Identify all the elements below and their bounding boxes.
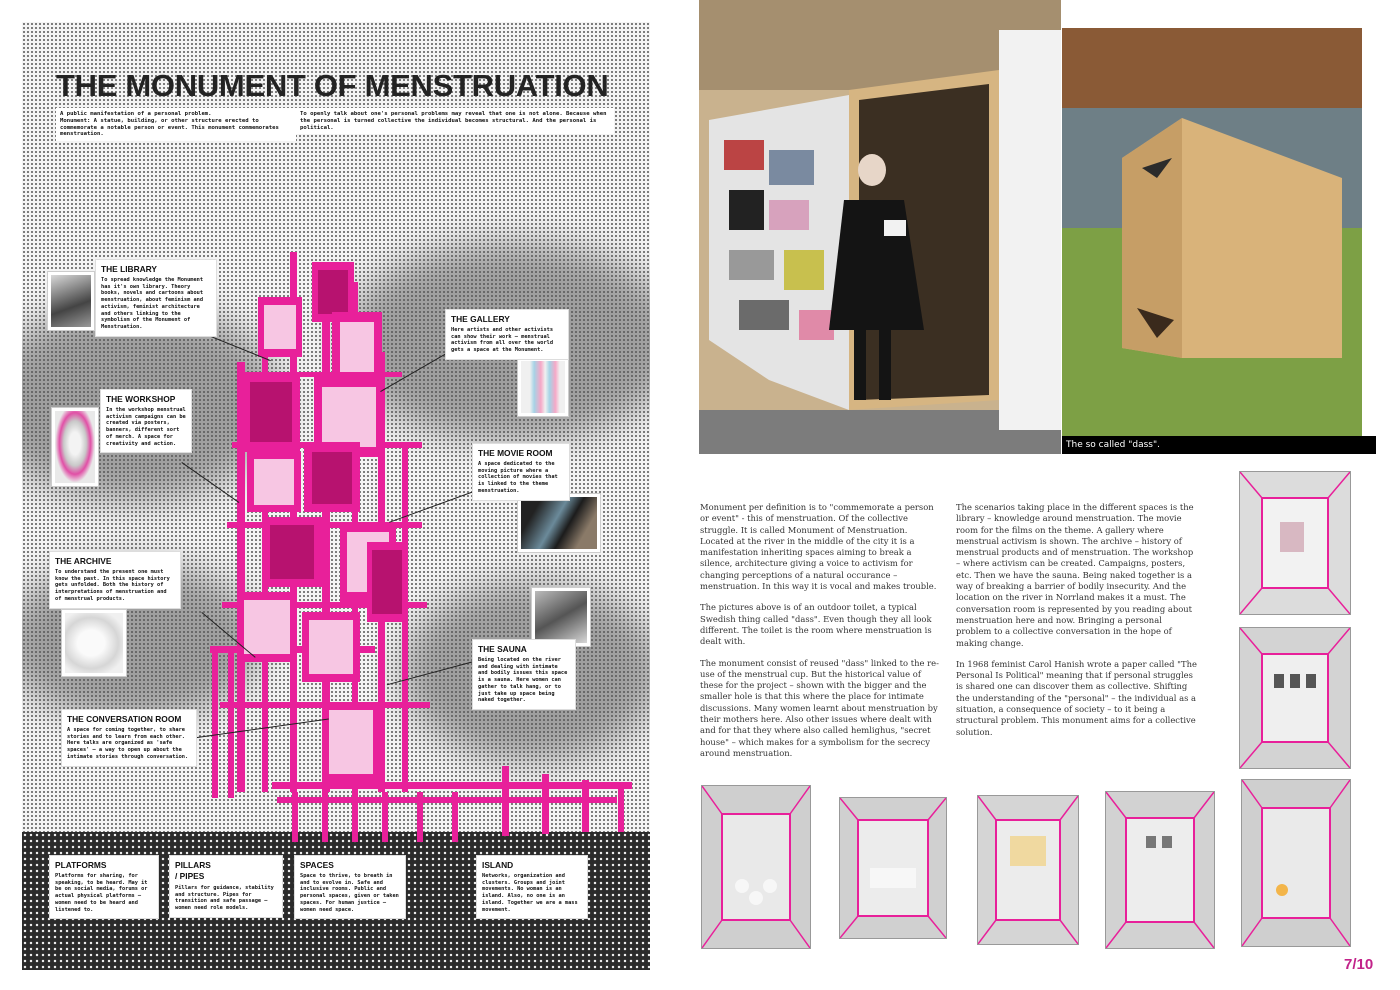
gallery-thumbnail bbox=[518, 358, 568, 416]
sauna-text: Being located on the river and dealing with intimate and bodily issues this space is a sauna. Here women can gather to talk hang, or to just take up space being naked together. bbox=[478, 657, 568, 704]
dass-outhouse-photo bbox=[1062, 28, 1362, 454]
dass-outhouse-drawing bbox=[1062, 28, 1362, 454]
gallery-box bbox=[446, 310, 568, 359]
platforms-title: PLATFORMS bbox=[55, 860, 107, 870]
sauna-title: THE SAUNA bbox=[478, 644, 527, 654]
conversation-room-title: THE CONVERSATION ROOM bbox=[67, 714, 182, 724]
pillars-box bbox=[170, 856, 282, 917]
room-render-drawing bbox=[1240, 628, 1350, 768]
room-render-drawing bbox=[702, 786, 810, 948]
platforms-text: Platforms for sharing, for speaking, to be heard. May it be on social media, forums or actual physical platforms – women need to be heard and listened to. bbox=[55, 873, 148, 913]
photo-caption: The so called "dass". bbox=[1066, 440, 1160, 450]
movie-room-title: THE MOVIE ROOM bbox=[478, 448, 553, 458]
poster-intro-left: A public manifestation of a personal problem. Monument: A statue, building, or other structure erected to commemorate a notable person or event. This monument commemorates menstruation. bbox=[56, 108, 296, 141]
poster-title: THE MONUMENT OF MENSTRUATION bbox=[56, 68, 609, 103]
movie-room-box bbox=[473, 444, 569, 500]
archive-thumbnail bbox=[62, 610, 126, 676]
body-paragraph: The pictures above is of an outdoor toilet, a typical Swedish thing called "dass". Even though they all look different. The toilet is the room where menstruation is dealt with. bbox=[700, 602, 932, 647]
room-render-movie bbox=[978, 796, 1078, 944]
gallery-text: Here artists and other activists can show their work – menstrual activism from all over the world gets a space at the Monument. bbox=[451, 327, 554, 354]
spaces-text: Space to thrive, to breath in and to evolve in. Safe and inclusive rooms. Public and personal spaces, given or taken spaces. For human justice – women need space. bbox=[300, 873, 399, 913]
platforms-box bbox=[50, 856, 158, 918]
archive-box bbox=[50, 552, 180, 608]
body-text-left bbox=[700, 502, 943, 769]
room-render-sauna bbox=[840, 798, 946, 938]
room-render-drawing bbox=[1240, 472, 1350, 614]
room-render-drawing bbox=[978, 796, 1078, 944]
room-render-archive bbox=[1240, 628, 1350, 768]
island-text: Networks, organization and clusters. Groups and joint movements. No woman is an island. Also, no one is an island. Together we are a mass movement. bbox=[482, 873, 578, 913]
conversation-room-box bbox=[62, 710, 196, 766]
spaces-box bbox=[295, 856, 405, 918]
room-render-library bbox=[1240, 472, 1350, 614]
library-title: THE LIBRARY bbox=[101, 264, 157, 274]
sauna-thumbnail bbox=[532, 588, 590, 646]
page-number: 7/10 bbox=[1344, 956, 1374, 973]
gallery-title: THE GALLERY bbox=[451, 314, 510, 324]
room-render-drawing bbox=[1106, 792, 1214, 948]
room-render-gallery bbox=[1106, 792, 1214, 948]
conversation-room-text: A space for coming together, to share stories and to learn from each other. Here talks are organized as 'safe spaces' – a way to open up about the intimate stories through conversation. bbox=[67, 727, 189, 760]
workshop-thumbnail bbox=[52, 408, 98, 486]
sauna-box bbox=[473, 640, 575, 709]
pillars-text: Pillars for guidance, stability and structure. Pipes for transition and safe passage – women need role models. bbox=[175, 885, 274, 912]
room-render-conversation bbox=[702, 786, 810, 948]
exhibition-photo bbox=[699, 0, 1061, 454]
poster-intro-right: To openly talk about one's personal problems may reveal that one is not alone. Because when the personal is turned collective the individual becomes structural. And the personal is political. bbox=[296, 108, 614, 134]
workshop-title: THE WORKSHOP bbox=[106, 394, 176, 404]
archive-text: To understand the present one must know the past. In this space history gets unfolded. Both the history of interpretations of menstruation and of menstrual products. bbox=[55, 569, 170, 602]
library-box bbox=[96, 260, 216, 336]
body-text-right bbox=[956, 502, 1199, 748]
room-render-workshop bbox=[1242, 780, 1350, 946]
room-render-drawing bbox=[840, 798, 946, 938]
library-text: To spread knowledge the Monument has it's own library. Theory books, novels and cartoons about menstruation, about feminism and activism, feminist architecture and others linking to the symbolism of the Monument of Menstruation. bbox=[101, 277, 204, 330]
movie-room-thumbnail bbox=[518, 494, 600, 552]
workshop-text: In the workshop menstrual activism campaigns can be created via posters, banners, different sort of merch. A space for creativity and action. bbox=[106, 407, 186, 447]
workshop-box bbox=[101, 390, 191, 452]
room-render-drawing bbox=[1242, 780, 1350, 946]
exhibition-photo-drawing bbox=[699, 0, 1061, 454]
island-title: ISLAND bbox=[482, 860, 514, 870]
island-box bbox=[477, 856, 587, 918]
archive-title: THE ARCHIVE bbox=[55, 556, 112, 566]
body-paragraph: The monument consist of reused "dass" linked to the re-use of the menstrual cup. But the historical value of these for the project – shown with the bigger and the smaller hole is that this where the place for intimate discussions. Many women learnt about menstruation by their mothers here. Also other issues where dealt with and for that they where also called hemlighus, "secret house" – which makes for a symbolism for the secrecy around menstruation. bbox=[700, 657, 939, 758]
spaces-title: SPACES bbox=[300, 860, 334, 870]
poster bbox=[22, 22, 650, 970]
body-paragraph: Monument per definition is to "commemorate a person or event" - this of menstruation. Of the collective struggle. It is called Monument of Menstruation. Located at the river in the middle of the city it is a manifestation inheriting spaces aiming to break a silence, architecture giving a voice to activism for changing perceptions of a natural occurance – menstruation. In this way it is vocal and makes trouble. bbox=[700, 502, 937, 592]
movie-room-text: A space dedicated to the moving picture where a collection of movies that is linked to the theme menstruation. bbox=[478, 461, 558, 494]
library-thumbnail bbox=[48, 272, 94, 330]
body-paragraph: The scenarios taking place in the different spaces is the library – knowledge around menstruation. The movie room for the films on the theme. A gallery where menstrual activism is shown. The archive – history of menstrual products and of menstruation. The workshop – where activism can be created. Campaigns, posters, etc. Then we have the sauna. Being naked together is a way of breaking a barrier of bodily insecurity. And the location on the river in Norrland makes it a must. The conversation room is represented by you reading about menstruation here and now. Bringing a personal problem to a collective conversation in the hope of making change. bbox=[956, 502, 1194, 648]
body-paragraph: In 1968 feminist Carol Hanish wrote a paper called "The Personal Is Political" meaning that if personal struggles is shared one can discover them as collective. Shifting the understanding of the "personal" – the individual as a situation, a consequence of society – to it being a structural problem. This monument aims for a collective solution. bbox=[956, 658, 1197, 737]
pillars-title: PILLARS / PIPES bbox=[175, 860, 211, 881]
